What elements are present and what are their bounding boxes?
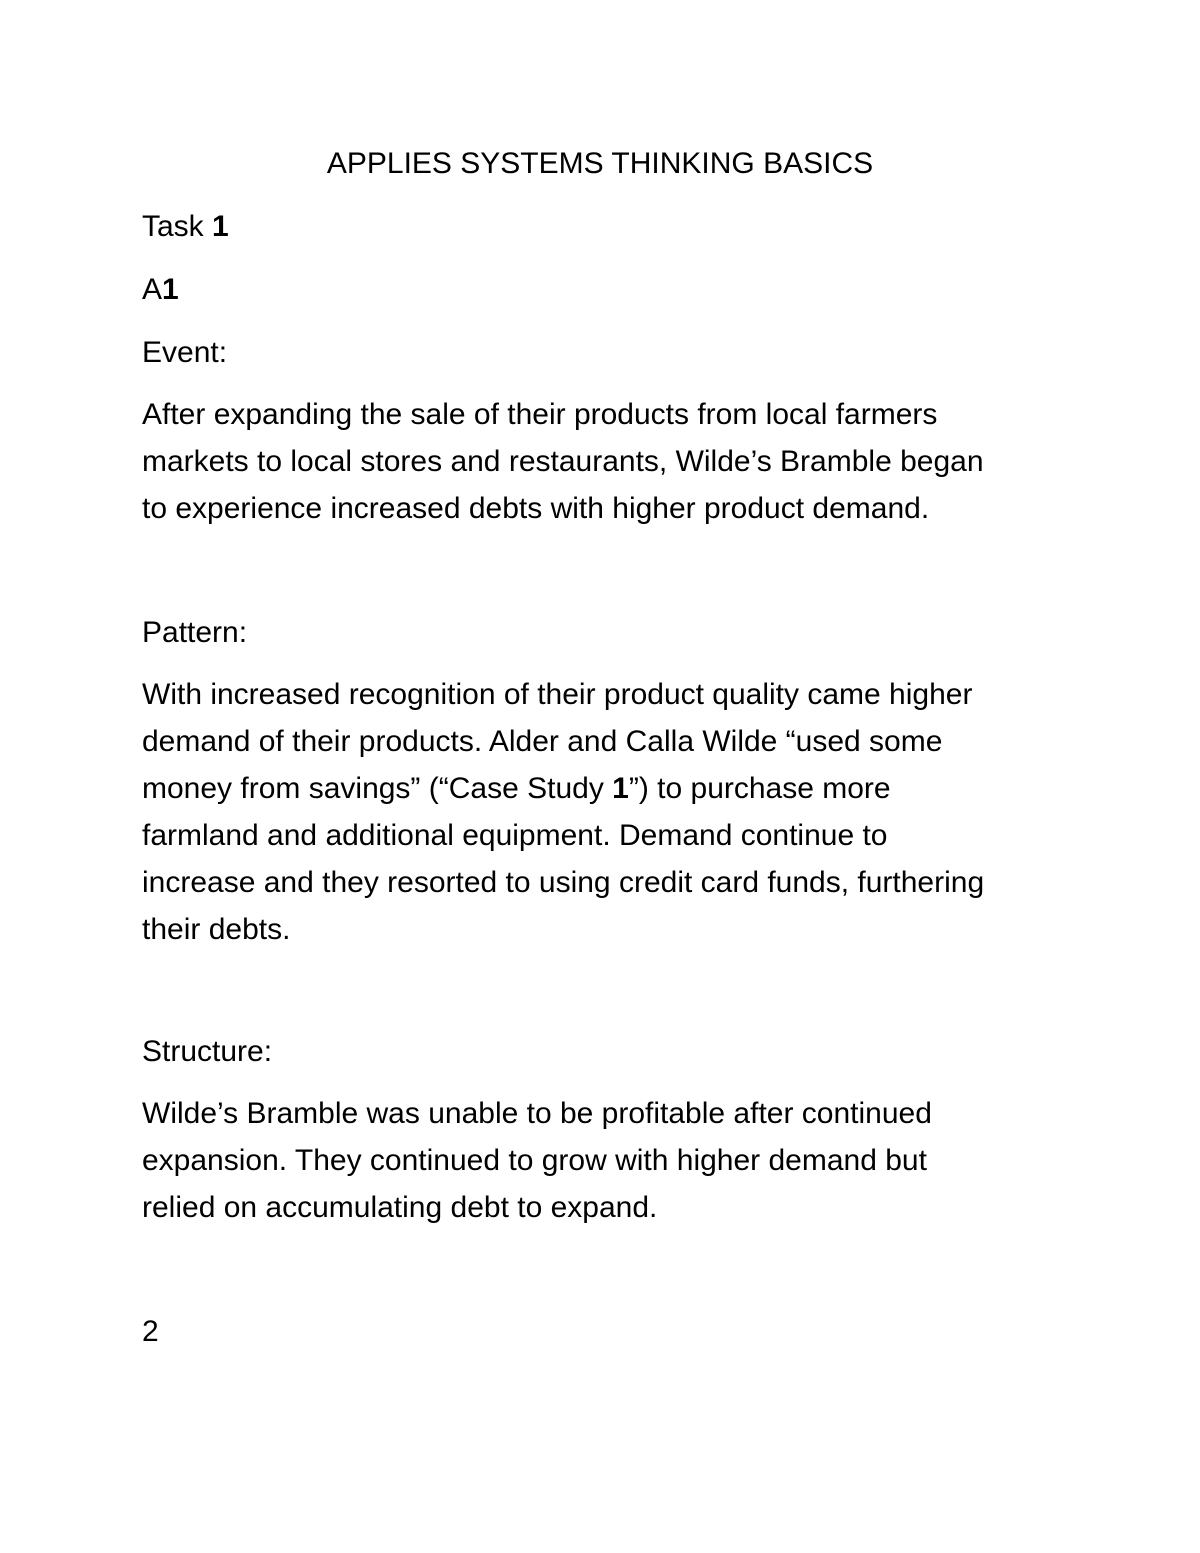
- case-study-number: 1: [612, 772, 629, 805]
- pattern-line: increase and they resorted to using credit card funds, furthering: [142, 866, 985, 899]
- pattern-line: their debts.: [142, 913, 291, 946]
- task-label: Task: [142, 210, 204, 243]
- pattern-paragraph: [142, 671, 1072, 953]
- section-heading: [142, 271, 179, 309]
- section-letter: A: [142, 273, 163, 306]
- pattern-line: farmland and additional equipment. Demand continue to: [142, 819, 888, 852]
- event-line: After expanding the sale of their products from local farmers: [142, 398, 938, 431]
- pattern-heading: Pattern:: [142, 616, 248, 649]
- event-line: to experience increased debts with higher product demand.: [142, 492, 930, 525]
- event-heading: Event:: [142, 336, 228, 369]
- structure-paragraph: [142, 1090, 1072, 1231]
- page-number: 2: [142, 1315, 159, 1348]
- document-title: APPLIES SYSTEMS THINKING BASICS: [326, 147, 874, 180]
- structure-line: expansion. They continued to grow with higher demand but: [142, 1144, 927, 1177]
- pattern-line: [142, 765, 1072, 812]
- structure-heading: Structure:: [142, 1035, 273, 1068]
- structure-line: relied on accumulating debt to expand.: [142, 1191, 658, 1224]
- section-number: 1: [162, 273, 179, 306]
- pattern-line: With increased recognition of their product quality came higher: [142, 678, 973, 711]
- event-paragraph: [142, 391, 1072, 532]
- event-line: markets to local stores and restaurants, Wilde’s Bramble began: [142, 445, 984, 478]
- structure-line: Wilde’s Bramble was unable to be profitable after continued: [142, 1097, 932, 1130]
- pattern-line-part: money from savings” (“Case Study: [142, 772, 613, 805]
- pattern-line-part: ”) to purchase more: [628, 772, 891, 805]
- pattern-line: demand of their products. Alder and Calla Wilde “used some: [142, 725, 943, 758]
- task-heading: [142, 208, 229, 246]
- task-number: 1: [212, 210, 229, 243]
